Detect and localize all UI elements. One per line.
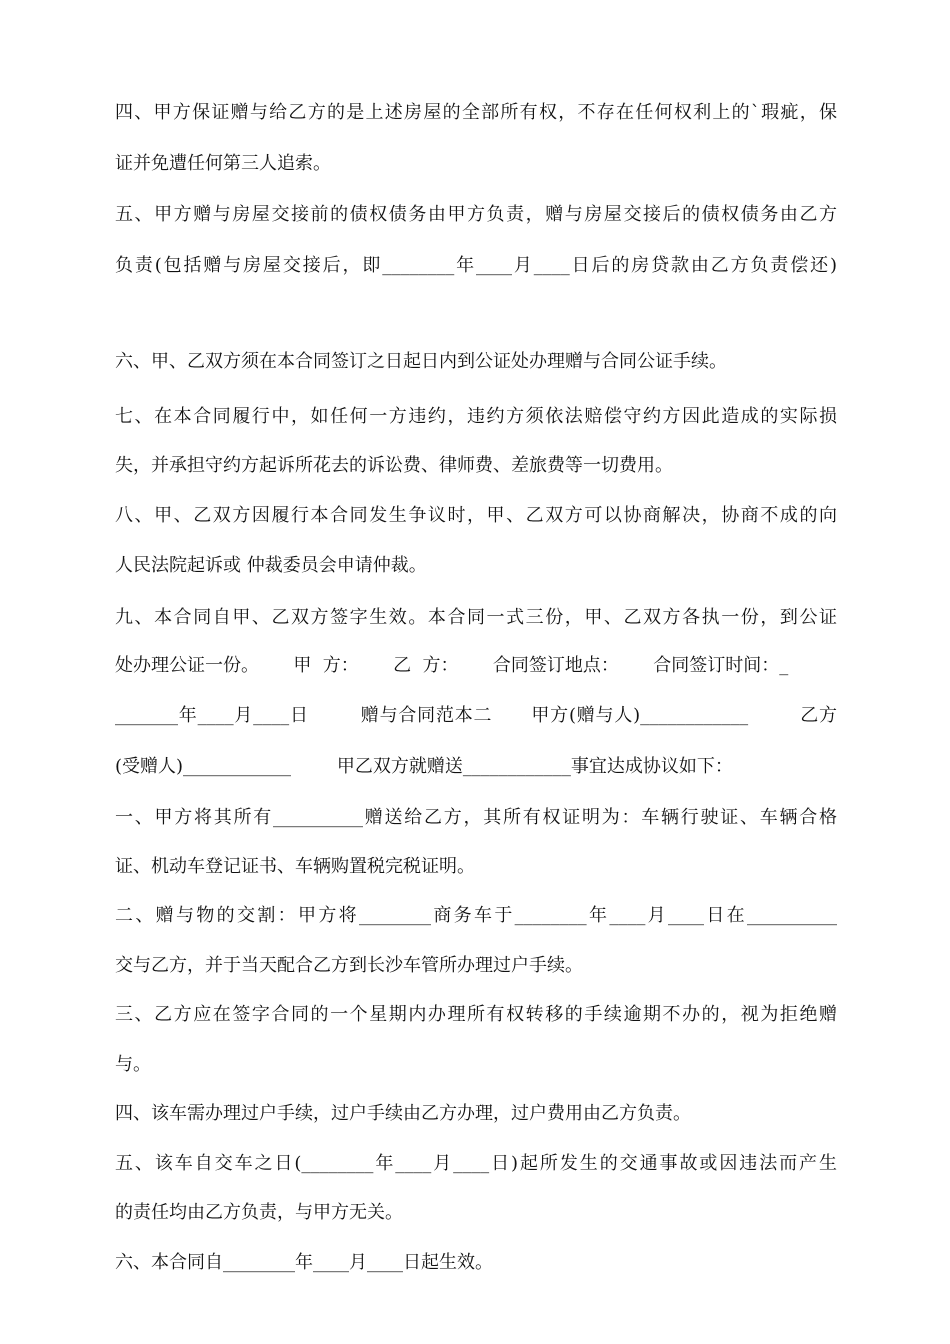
text-line: 交与乙方，并于当天配合乙方到长沙车管所办理过户手续。 bbox=[115, 955, 583, 976]
text-line: 五、该车自交车之日(________年____月____日)起所发生的交通事故或因违法而产生 bbox=[115, 1153, 837, 1174]
text-line: 负责(包括赠与房屋交接后，即________年____月____日后的房贷款由乙方负责偿还) bbox=[115, 255, 837, 276]
text-line: 七、在本合同履行中，如任何一方违约，违约方须依法赔偿守约方因此造成的实际损 bbox=[115, 406, 837, 427]
text-line: 证并免遭任何第三人追索。 bbox=[115, 153, 331, 174]
text-line: 处办理公证一份。 甲 方： 乙 方： 合同签订地点： 合同签订时间：_ bbox=[115, 655, 789, 676]
text-line: 四、该车需办理过户手续，过户手续由乙方办理，过户费用由乙方负责。 bbox=[115, 1103, 691, 1124]
text-line: 五、甲方赠与房屋交接前的债权债务由甲方负责，赠与房屋交接后的债权债务由乙方 bbox=[115, 204, 837, 225]
text-line: 与。 bbox=[115, 1054, 151, 1075]
text-line: 九、本合同自甲、乙双方签字生效。本合同一式三份，甲、乙双方各执一份，到公证 bbox=[115, 607, 837, 628]
text-line: 证、机动车登记证书、车辆购置税完税证明。 bbox=[115, 856, 475, 877]
text-line: 六、甲、乙双方须在本合同签订之日起日内到公证处办理赠与合同公证手续。 bbox=[115, 351, 727, 372]
text-line: _______年____月____日 赠与合同范本二 甲方(赠与人)____________ 乙方 bbox=[115, 705, 837, 726]
text-line: 的责任均由乙方负责，与甲方无关。 bbox=[115, 1202, 403, 1223]
text-line: 三、乙方应在签字合同的一个星期内办理所有权转移的手续逾期不办的，视为拒绝赠 bbox=[115, 1004, 837, 1025]
text-line: 人民法院起诉或 仲裁委员会申请仲裁。 bbox=[115, 555, 427, 576]
text-line: 失，并承担守约方起诉所花去的诉讼费、律师费、差旅费等一切费用。 bbox=[115, 455, 673, 476]
text-line: (受赠人)____________ 甲乙双方就赠送____________事宜达成协议如下： bbox=[115, 756, 733, 777]
text-line: 二、赠与物的交割：甲方将________商务车于________年____月____日在__________ bbox=[115, 905, 837, 926]
text-line: 一、甲方将其所有__________赠送给乙方，其所有权证明为：车辆行驶证、车辆合格 bbox=[115, 807, 837, 828]
text-line: 四、甲方保证赠与给乙方的是上述房屋的全部所有权，不存在任何权利上的`瑕疵，保 bbox=[115, 102, 837, 123]
text-line: 六、本合同自________年____月____日起生效。 bbox=[115, 1252, 493, 1273]
text-line: 八、甲、乙双方因履行本合同发生争议时，甲、乙双方可以协商解决，协商不成的向 bbox=[115, 505, 837, 526]
